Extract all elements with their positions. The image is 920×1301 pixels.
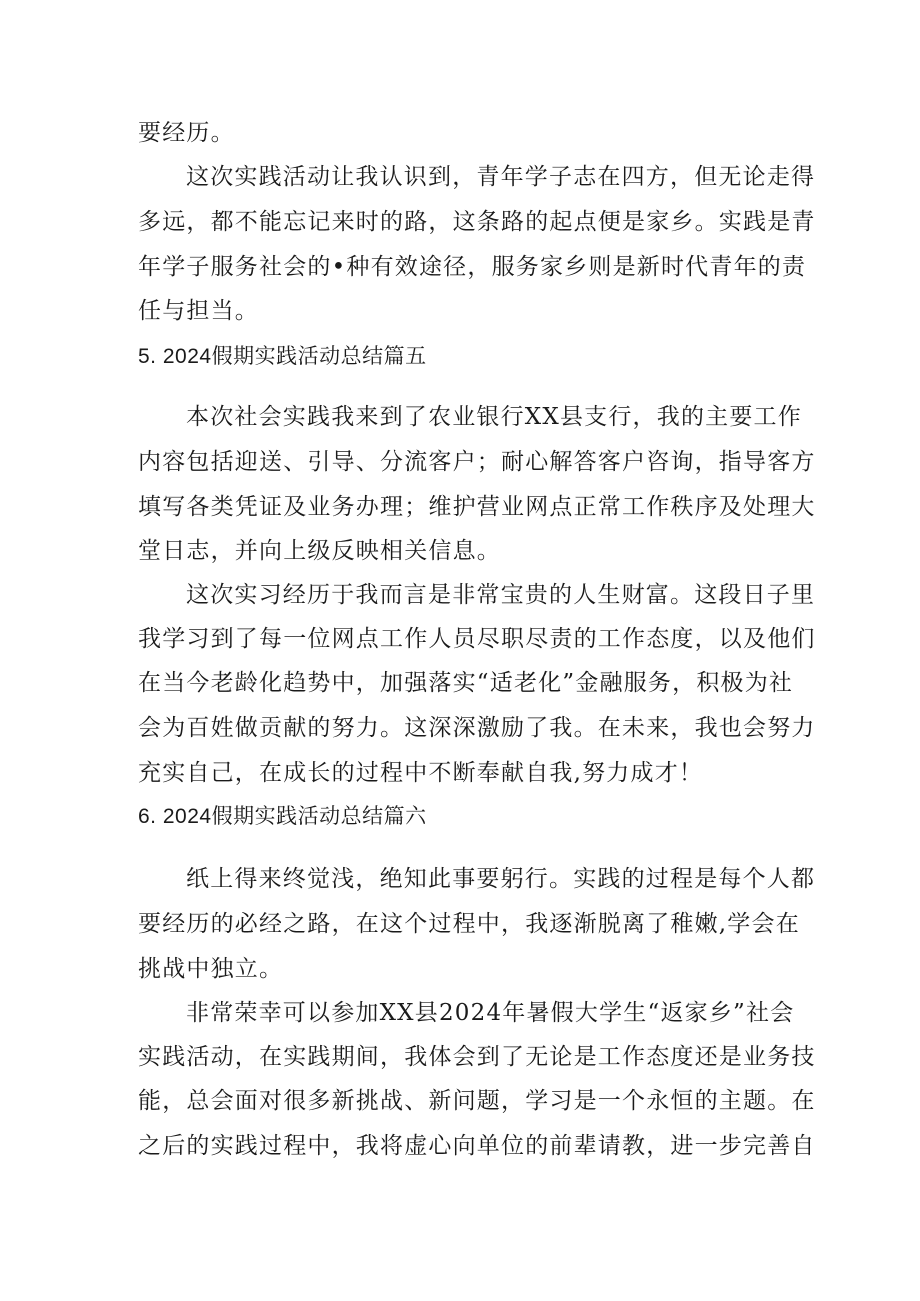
paragraph-line: 填写各类凭证及业务办理；维护营业网点正常工作秩序及处理大 xyxy=(138,494,816,520)
paragraph-line: 这次实习经历于我而言是非常宝贵的人生财富。这段日子里 xyxy=(186,582,816,608)
paragraph-line: 会为百姓做贡献的努力。这深深激励了我。在未来，我也会努力 xyxy=(138,715,816,741)
paragraph-line: 能，总会面对很多新挑战、新问题，学习是一个永恒的主题。在 xyxy=(138,1088,816,1114)
paragraph-line: 我学习到了每一位网点工作人员尽职尽责的工作态度，以及他们 xyxy=(138,626,816,652)
section-heading-5: 5. 2024假期实践活动总结篇五 xyxy=(138,345,427,368)
paragraph-line: 这次实践活动让我认识到，青年学子志在四方，但无论走得 xyxy=(186,164,816,190)
paragraph-line: 之后的实践过程中，我将虚心向单位的前辈请教，进一步完善自 xyxy=(138,1133,816,1159)
paragraph-line: 在当今老龄化趋势中，加强落实“适老化”金融服务，积极为社 xyxy=(138,670,794,696)
paragraph-line: 充实自己，在成长的过程中不断奉献自我,努力成才！ xyxy=(138,760,704,786)
section-heading-6: 6. 2024假期实践活动总结篇六 xyxy=(138,805,427,828)
paragraph-line: 非常荣幸可以参加XX县2024年暑假大学生“返家乡”社会 xyxy=(186,1000,795,1026)
paragraph-line: 要经历的必经之路，在这个过程中，我逐渐脱离了稚嫩,学会在 xyxy=(138,911,800,937)
paragraph-line: 本次社会实践我来到了农业银行XX县支行，我的主要工作 xyxy=(186,404,802,430)
paragraph-line: 挑战中独立。 xyxy=(138,956,284,982)
paragraph-line: 多远，都不能忘记来时的路，这条路的起点便是家乡。实践是青 xyxy=(138,209,816,235)
paragraph-line: 纸上得来终觉浅，绝知此事要躬行。实践的过程是每个人都 xyxy=(186,866,816,892)
paragraph-line: 内容包括迎送、引导、分流客户；耐心解答客户咨询，指导客方 xyxy=(138,449,816,475)
paragraph-line: 要经历。 xyxy=(138,120,235,146)
paragraph-line: 年学子服务社会的•种有效途径，服务家乡则是新时代青年的责 xyxy=(138,254,807,280)
paragraph-line: 堂日志，并向上级反映相关信息。 xyxy=(138,538,501,564)
paragraph-line: 任与担当。 xyxy=(138,298,259,324)
paragraph-line: 实践活动，在实践期间，我体会到了无论是工作态度还是业务技 xyxy=(138,1044,816,1070)
